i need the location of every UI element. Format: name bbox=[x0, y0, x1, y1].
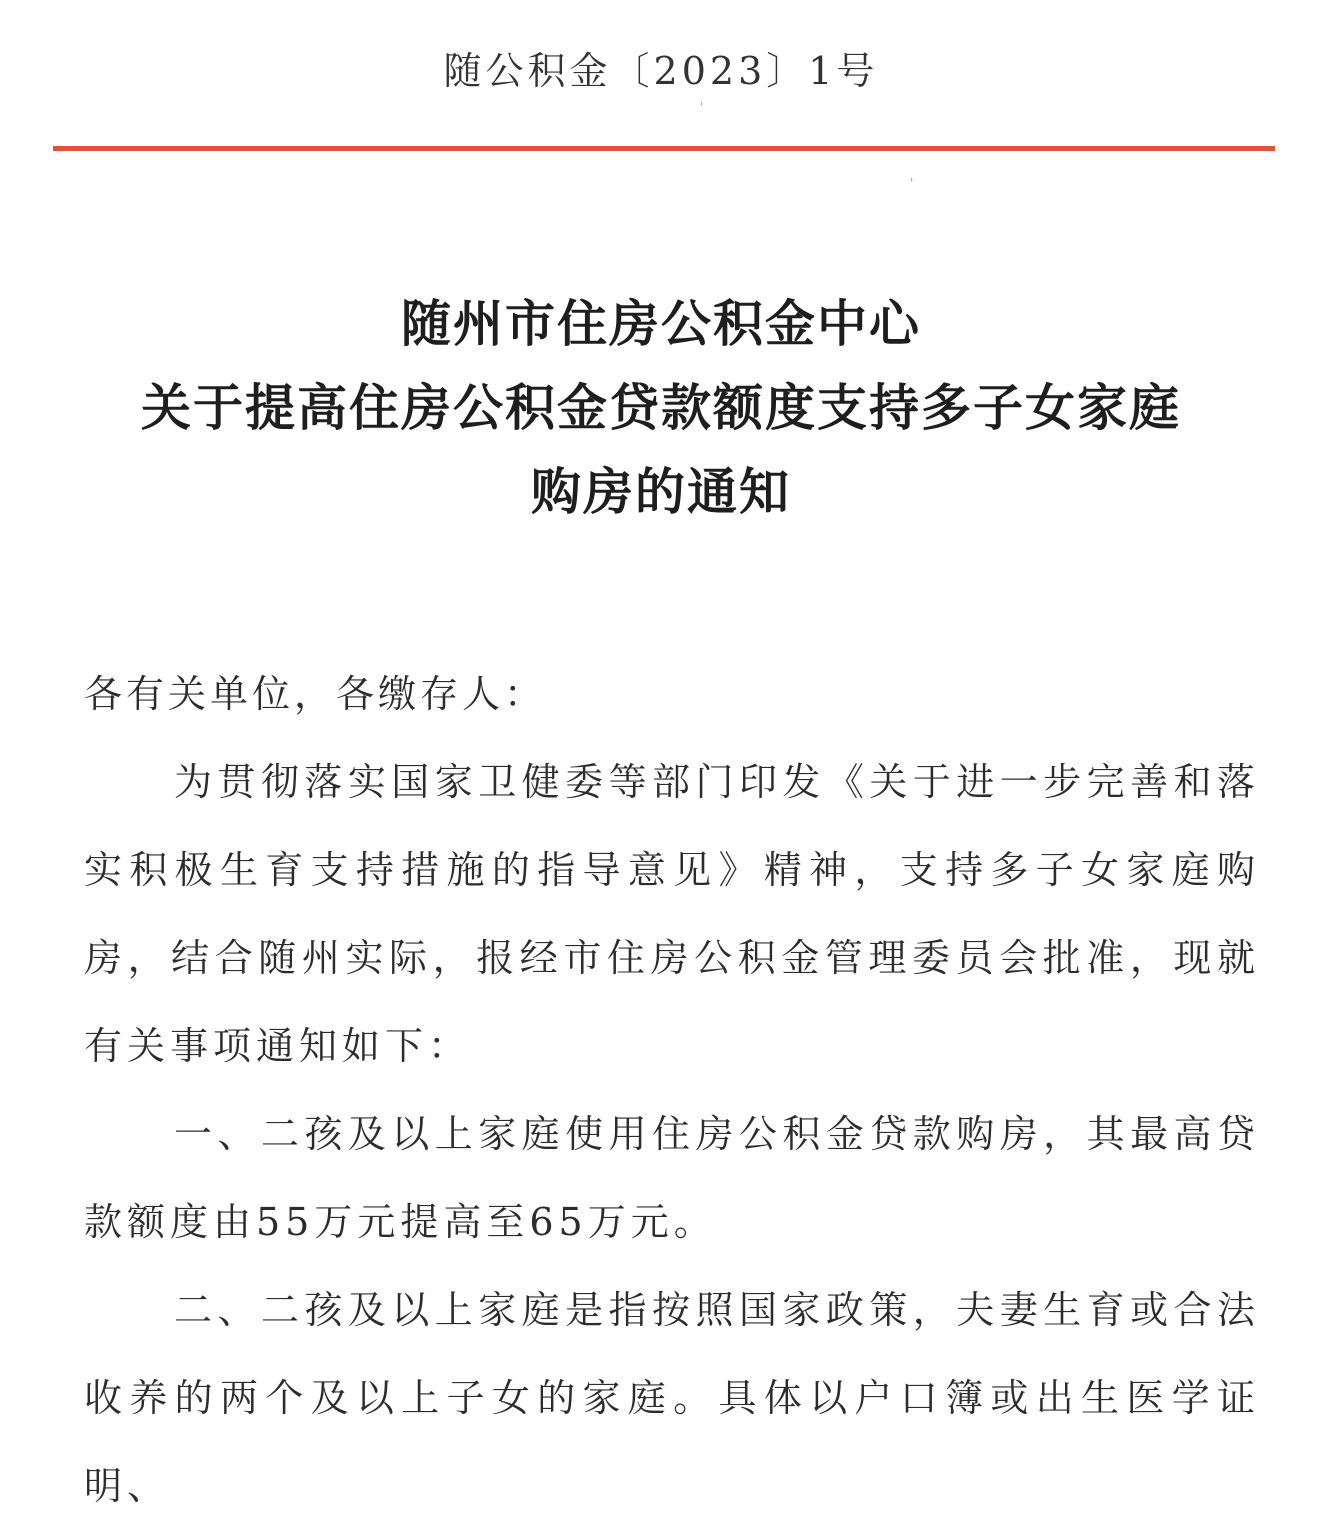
red-header-rule bbox=[53, 146, 1275, 151]
scan-speck: ' bbox=[700, 100, 704, 114]
title-line-3: 购房的通知 bbox=[531, 463, 791, 521]
document-title bbox=[60, 282, 1262, 534]
title-line-2: 关于提高住房公积金贷款额度支持多子女家庭 bbox=[141, 379, 1181, 437]
salutation: 各有关单位，各缴存人： bbox=[84, 672, 547, 716]
title-line-1: 随州市住房公积金中心 bbox=[401, 295, 921, 353]
document-number: 随公积金〔2023〕1号 bbox=[443, 49, 879, 93]
scan-speck: ' bbox=[910, 176, 914, 190]
paragraph-item-2: 二、二孩及以上家庭是指按照国家政策，夫妻生育或合法收养的两个及以上子女的家庭。具体以户口簿或出生医学证明、 bbox=[84, 1288, 1260, 1508]
paragraph-item-1: 一、二孩及以上家庭使用住房公积金贷款购房，其最高贷款额度由55万元提高至65万元。 bbox=[84, 1112, 1260, 1244]
document-body bbox=[84, 650, 1260, 1530]
paragraph-intro: 为贯彻落实国家卫健委等部门印发《关于进一步完善和落实积极生育支持措施的指导意见》精神，支持多子女家庭购房，结合随州实际，报经市住房公积金管理委员会批准，现就有关事项通知如下： bbox=[84, 760, 1260, 1068]
